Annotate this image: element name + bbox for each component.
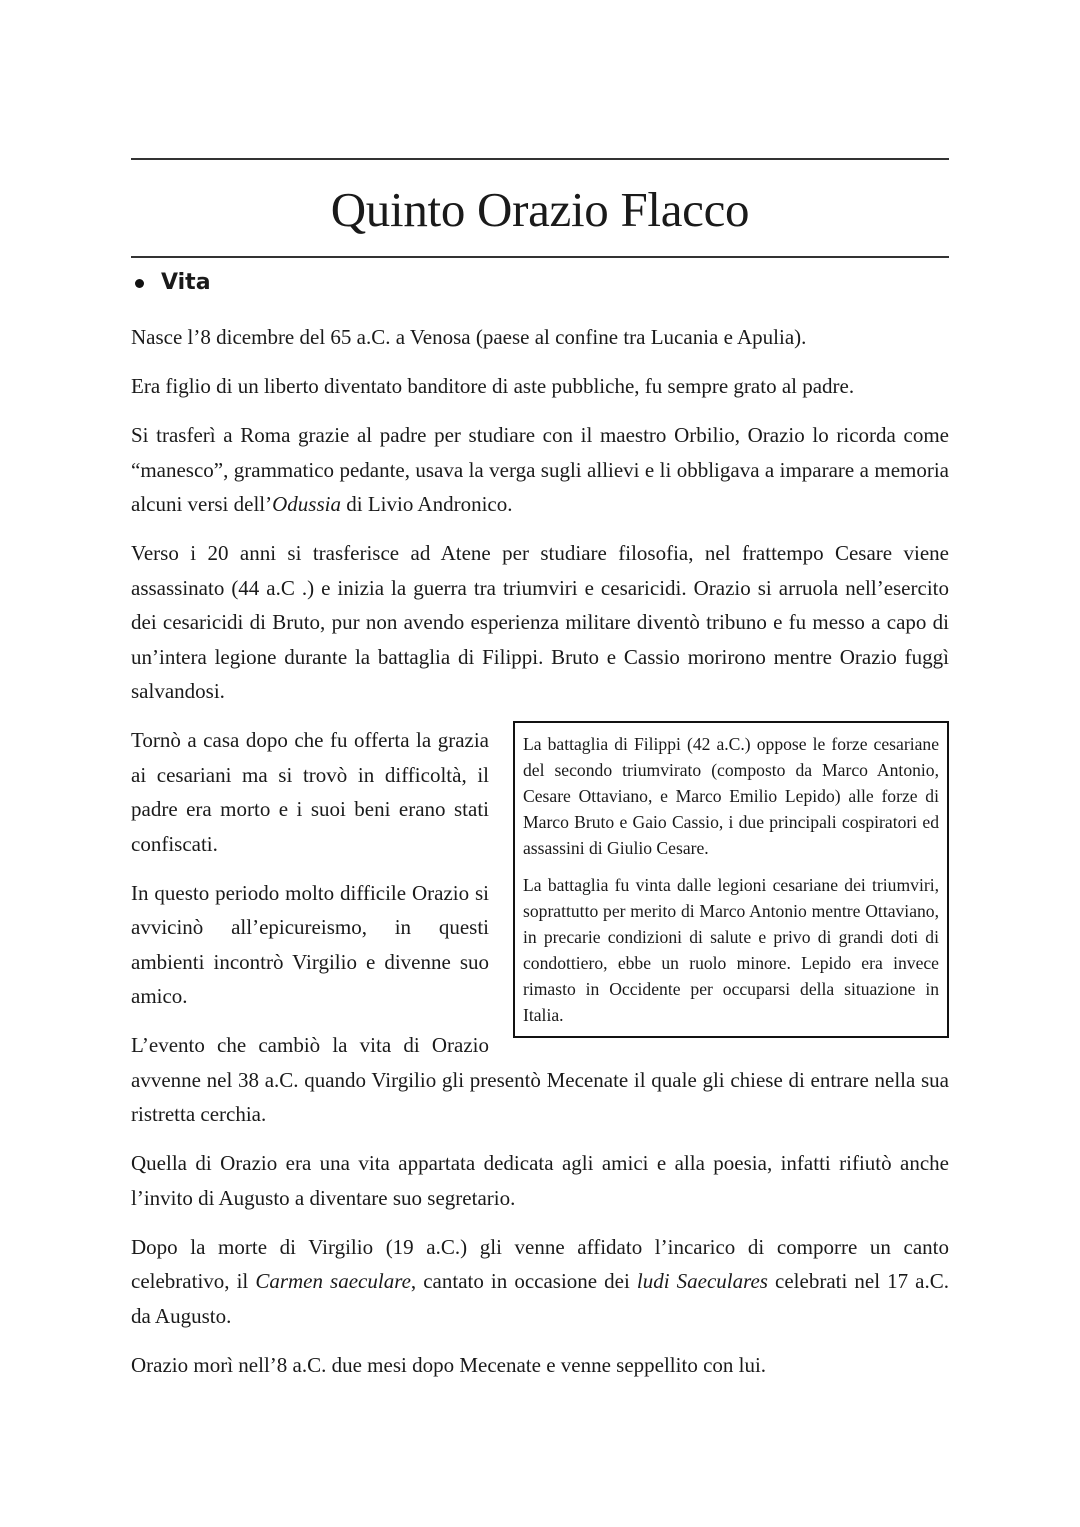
- paragraph-maecenas: L’evento che cambiò la vita di Orazio avvenne nel 38 a.C. quando Virgilio gli presentò Mecenate il quale gli chiese di entrare nella sua ristretta cerchia.: [131, 1033, 949, 1126]
- sidebox-paragraph-2: La battaglia fu vinta dalle legioni cesariane dei triumviri, soprattutto per merito di Marco Antonio mentre Ottaviano, in precarie condizioni di salute e privo di grandi doti di condottiero, ebbe un ruolo minore. Lepido era invece rimasto in Occidente per occuparsi della situazione in Italia.: [523, 875, 939, 1025]
- paragraph-athens: Verso i 20 anni si trasferisce ad Atene per studiare filosofia, nel frattempo Cesare viene assassinato (44 a.C .) e inizia la guerra tra triumviri e cesaricidi. Orazio si arruola nell’esercito dei cesaricidi di Bruto, pur non avendo esperienza militare diventò tribuno e fu messo a capo di un’intera legione durante la battaglia di Filippi. Bruto e Cassio morirono mentre Orazio fuggì salvandosi.: [131, 541, 949, 703]
- paragraph-carmen: [131, 1230, 949, 1334]
- paragraph-father: Era figlio di un liberto diventato banditore di aste pubbliche, fu sempre grato al padre.: [131, 374, 855, 398]
- paragraph-return: Tornò a casa dopo che fu offerta la grazia ai cesariani ma si trovò in difficoltà, il padre era morto e i suoi beni erano stati confiscati.: [131, 728, 489, 856]
- bullet-icon: [135, 279, 144, 288]
- paragraph-rome-title-odussia: Odussia: [272, 492, 341, 516]
- title-bottom-rule: [131, 256, 949, 258]
- paragraph-rome-text-a: Si trasferì a Roma grazie al padre per studiare con il maestro Orbilio, Orazio lo ricorda come “manesco”, grammatico pedante, usava la verga sugli allievi e li obbligava a imparare a memoria alcuni versi dell’: [131, 423, 949, 516]
- title-top-rule: [131, 158, 949, 160]
- section-heading: [131, 270, 949, 296]
- page-title: Quinto Orazio Flacco: [330, 182, 750, 237]
- document-page: [131, 158, 949, 1397]
- section-heading-text: Vita: [161, 270, 211, 295]
- paragraph-carmen-text-c: celebrati nel 17 a.C. da Augusto.: [131, 1269, 949, 1328]
- paragraph-epicureanism: In questo periodo molto difficile Orazio si avvicinò all’epicureismo, in questi ambienti incontrò Virgilio e divenne suo amico.: [131, 880, 489, 1008]
- filippi-info-box: [513, 721, 949, 1038]
- paragraph-birth: Nasce l’8 dicembre del 65 a.C. a Venosa (paese al confine tra Lucania e Apulia).: [131, 325, 807, 349]
- paragraph-carmen-text-b: , cantato in occasione dei: [410, 1269, 637, 1293]
- paragraph-rome-text-b: di Livio Andronico.: [340, 492, 513, 516]
- paragraph-rome: [131, 418, 949, 522]
- paragraph-carmen-title-ludi: ludi Saeculares: [636, 1269, 768, 1293]
- text-with-sidebox: [131, 723, 949, 1132]
- paragraph-secluded-life: Quella di Orazio era una vita appartata dedicata agli amici e alla poesia, infatti rifiutò anche l’invito di Augusto a diventare suo segretario.: [131, 1151, 949, 1210]
- paragraph-death: Orazio morì nell’8 a.C. due mesi dopo Mecenate e venne seppellito con lui.: [131, 1352, 767, 1377]
- sidebox-paragraph-1: La battaglia di Filippi (42 a.C.) oppose le forze cesariane del secondo triumvirato (composto da Marco Antonio, Cesare Ottaviano, e Marco Emilio Lepido) alle forze di Marco Bruto e Gaio Cassio, i due principali cospiratori ed assassini di Giulio Cesare.: [523, 734, 939, 858]
- paragraph-carmen-text-a: Dopo la morte di Virgilio (19 a.C.) gli venne affidato l’incarico di comporre un canto celebrativo, il: [131, 1234, 949, 1293]
- paragraph-carmen-title-carmen: Carmen saeculare: [255, 1269, 411, 1293]
